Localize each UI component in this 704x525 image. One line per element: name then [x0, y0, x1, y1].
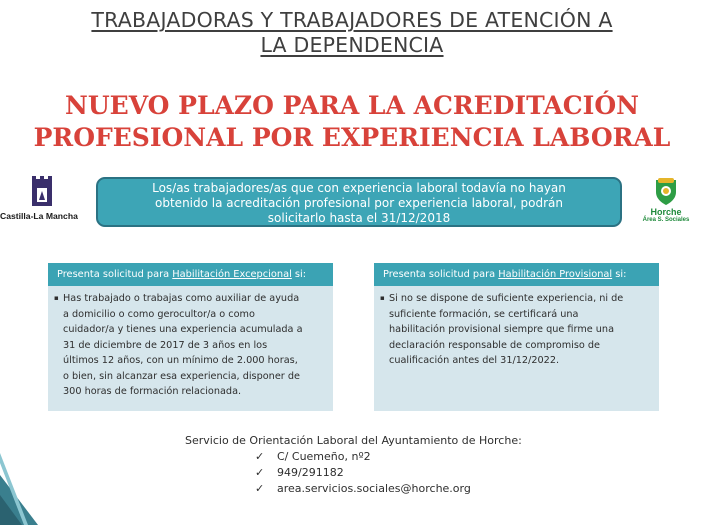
castilla-la-mancha-logo — [0, 176, 90, 224]
corner-decoration-icon — [0, 453, 60, 525]
bullet-icon: ▪ — [54, 294, 59, 302]
panel-text — [56, 291, 325, 400]
contact-info — [185, 433, 585, 497]
horche-logo — [633, 178, 699, 226]
panel-line: últimos 12 años, con un mínimo de 2.000 horas, — [63, 355, 298, 366]
contact-address — [185, 449, 585, 465]
panel-line: cuidador/a y tienes una experiencia acumulada a — [63, 324, 303, 335]
panel-header-highlight: Habilitación Provisional — [498, 269, 613, 280]
headline-line1: NUEVO PLAZO PARA LA ACREDITACIÓN — [65, 91, 639, 120]
contact-title: Servicio de Orientación Laboral del Ayuntamiento de Horche: — [185, 434, 522, 447]
castilla-la-mancha-name: Castilla-La Mancha — [0, 211, 78, 221]
panel-header-suffix: si: — [612, 269, 627, 280]
panel-header-prefix: Presenta solicitud para — [383, 269, 499, 280]
panel-body — [48, 286, 333, 411]
panel-line: habilitación provisional siempre que firme una — [389, 324, 615, 335]
contact-phone — [185, 465, 585, 481]
contact-address-text: C/ Cuemeño, nº2 — [277, 450, 371, 463]
panel-header — [48, 263, 333, 286]
banner-line3: solicitarlo hasta el 31/12/2018 — [267, 211, 451, 225]
panel-line: Has trabajado o trabajas como auxiliar de ayuda — [63, 293, 300, 304]
check-icon: ✓ — [255, 450, 265, 463]
deadline-banner — [96, 177, 622, 227]
panel-line: declaración responsable de compromiso de — [389, 339, 601, 351]
panel-text — [382, 291, 651, 369]
panel-body — [374, 286, 659, 411]
check-icon: ✓ — [255, 466, 265, 479]
page-title-line1: TRABAJADORAS Y TRABAJADORES DE ATENCIÓN A — [91, 8, 613, 32]
panel-habilitacion-excepcional — [48, 263, 333, 411]
panel-line: cualificación antes del 31/12/2022. — [389, 355, 560, 366]
horche-subtitle: Área S. Sociales — [642, 217, 690, 223]
panel-header-prefix: Presenta solicitud para — [57, 269, 173, 280]
bullet-icon: ▪ — [380, 294, 385, 302]
panel-header-suffix: si: — [291, 269, 307, 280]
banner-line2: obtenido la acreditación profesional por experiencia laboral, podrán — [155, 196, 563, 210]
panel-line: o bien, sin alcanzar esa experiencia, disponer de — [63, 370, 300, 382]
castle-emblem-icon — [30, 176, 54, 208]
contact-email-text: area.servicios.sociales@horche.org — [277, 482, 471, 495]
page-title — [0, 8, 704, 58]
contact-email — [185, 481, 585, 497]
headline-line2: PROFESIONAL POR EXPERIENCIA LABORAL — [33, 123, 671, 152]
panel-header — [374, 263, 659, 286]
contact-phone-text: 949/291182 — [277, 466, 344, 479]
panel-habilitacion-provisional — [374, 263, 659, 411]
panel-line: a domicilio o como gerocultor/a o como — [63, 308, 255, 320]
panel-line: 31 de diciembre de 2017 de 3 años en los — [63, 339, 268, 351]
page-title-line2: LA DEPENDENCIA — [260, 33, 444, 57]
panel-line: Si no se dispone de suficiente experiencia, ni de — [389, 293, 624, 304]
panel-line: 300 horas de formación relacionada. — [63, 386, 242, 397]
panel-line: suficiente formación, se certificará una — [389, 308, 579, 320]
headline — [0, 90, 704, 154]
check-icon: ✓ — [255, 482, 265, 495]
horche-shield-icon — [653, 178, 679, 206]
banner-line1: Los/as trabajadores/as que con experiencia laboral todavía no hayan — [152, 181, 566, 195]
panel-header-highlight: Habilitación Excepcional — [172, 269, 292, 280]
horche-name: Horche — [650, 207, 682, 217]
